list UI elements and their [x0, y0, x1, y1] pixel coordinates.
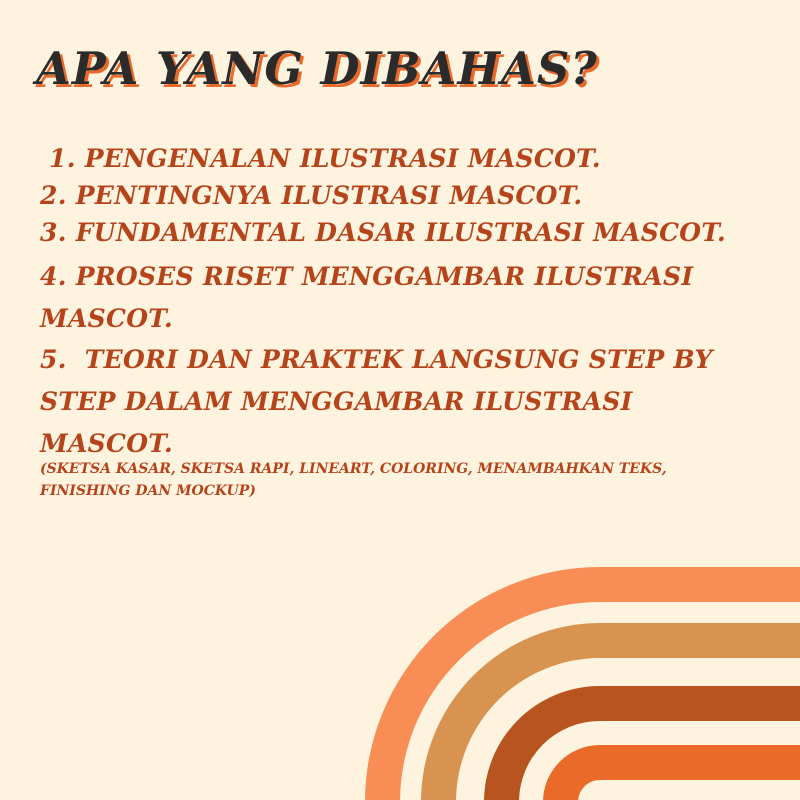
agenda-item-3: 3. FUNDAMENTAL DASAR ILUSTRASI MASCOT. [40, 218, 727, 247]
arc-band-inner [543, 745, 800, 800]
agenda-item-5: 5. TEORI DAN PRAKTEK LANGSUNG STEP BY STEP DALAM MENGGAMBAR ILUSTRASI MASCOT. [40, 345, 713, 458]
agenda-item-1: 1. PENGENALAN ILUSTRASI MASCOT. [40, 144, 601, 173]
arc-band-third [484, 686, 800, 800]
page-title: APA YANG DIBAHAS? [36, 42, 598, 95]
agenda-note: (SKETSA KASAR, SKETSA RAPI, LINEART, COLORING, MENAMBAHKAN TEKS, FINISHING DAN MOCKUP) [40, 461, 667, 499]
agenda-item-4: 4. PROSES RISET MENGGAMBAR ILUSTRASI MASCOT. [40, 262, 694, 333]
agenda-item-2: 2. PENTINGNYA ILUSTRASI MASCOT. [40, 181, 583, 210]
